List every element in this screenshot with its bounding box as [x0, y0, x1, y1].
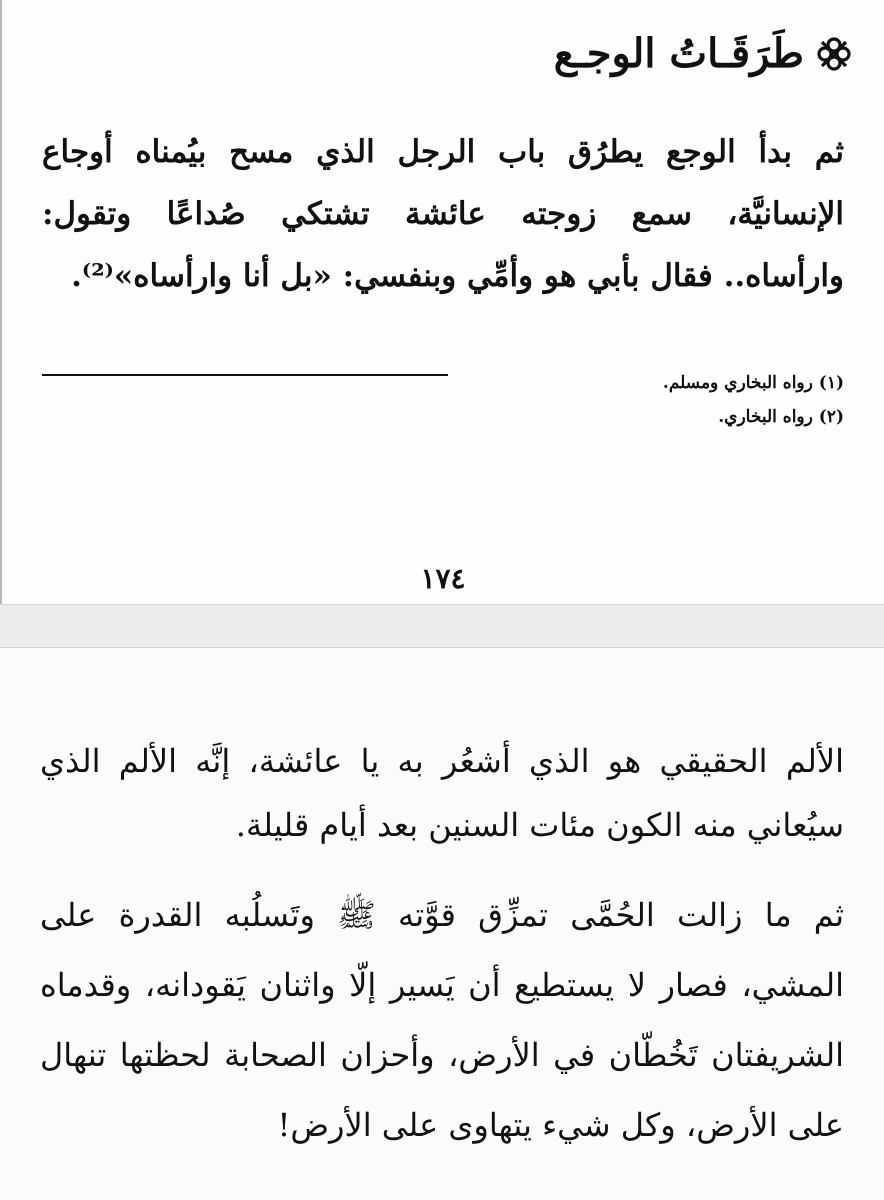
paragraph-line: وارأساه.. فقال بأبي هو وأمِّي وبنفسي: «بل أنا وارأساه»⁽²⁾.: [71, 258, 844, 294]
paragraph-line: سيُعاني منه الكون مئات السنين بعد أيام قليلة.: [235, 806, 844, 844]
paragraph-line: ثم ما زالت الحُمَّى تمزِّق قوَّته ﷺ وتَسلُبه القدرة على: [40, 896, 844, 934]
chapter-title: طَرَقَـاتُ الوجـع: [553, 30, 804, 77]
page-separator: [0, 604, 884, 648]
paragraph-line: الإنسانيَّة، سمع زوجته عائشة تشتكي صُداعًا وتقول:: [42, 196, 844, 232]
page-number: ١٧٤: [420, 562, 466, 595]
paragraph-line: الشريفتان تَخُطّان في الأرض، وأحزان الصحابة لحظتها تنهال: [40, 1036, 844, 1074]
chapter-heading: [554, 30, 854, 77]
paragraph-line: ثم بدأ الوجع يطرُق باب الرجل الذي مسح بيُمناه أوجاع: [42, 134, 844, 170]
footnote: (١) رواه البخاري ومسلم.: [662, 373, 844, 393]
book-page-bottom: [0, 648, 884, 1200]
ornament-knot-icon: [814, 34, 854, 74]
paragraph-line: الألم الحقيقي هو الذي أشعُر به يا عائشة، إنَّه الألم الذي: [40, 742, 844, 780]
paragraph-line: المشي، فصار لا يستطيع أن يَسير إلّا واثنان يَقودانه، وقدماه: [40, 966, 845, 1004]
footnote: (٢) رواه البخاري.: [718, 407, 844, 427]
paragraph-line: على الأرض، وكل شيء يتهاوى على الأرض!: [277, 1106, 844, 1144]
footnote-divider: [42, 374, 448, 376]
